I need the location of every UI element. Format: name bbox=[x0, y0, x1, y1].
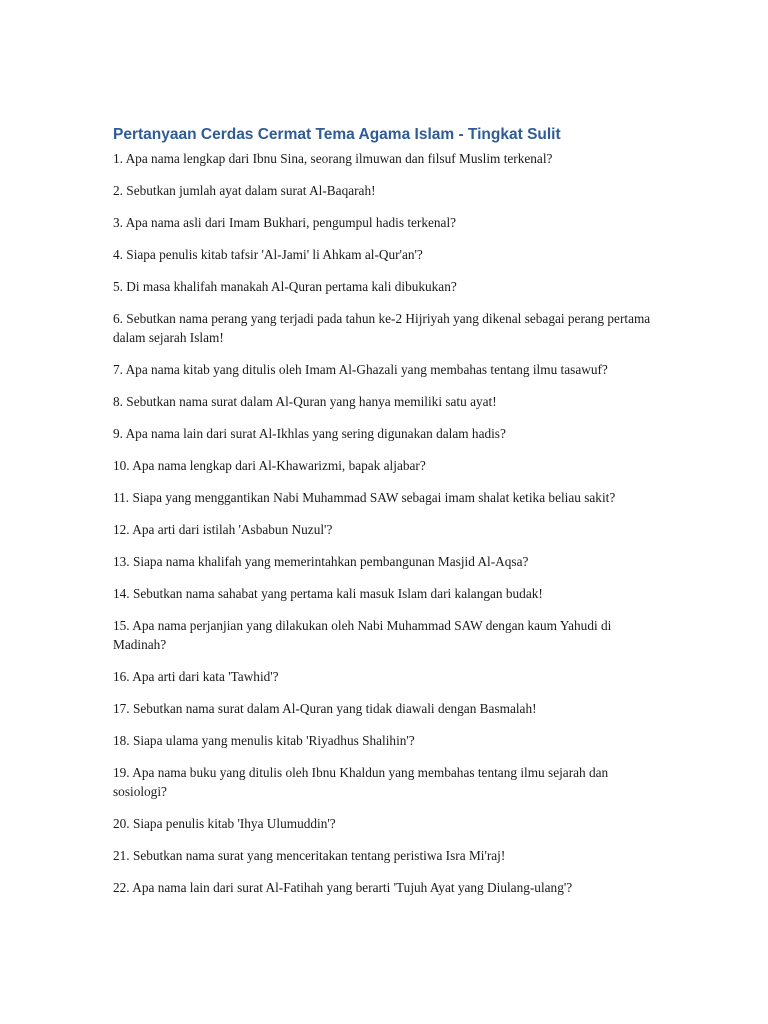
question-item: 12. Apa arti dari istilah 'Asbabun Nuzul'? bbox=[113, 522, 333, 537]
question-item: 22. Apa nama lain dari surat Al-Fatihah yang berarti 'Tujuh Ayat yang Diulang-ulang'? bbox=[113, 880, 573, 895]
question-item: 8. Sebutkan nama surat dalam Al-Quran yang hanya memiliki satu ayat! bbox=[113, 394, 497, 409]
question-item: 4. Siapa penulis kitab tafsir 'Al-Jami' li Ahkam al-Qur'an'? bbox=[113, 247, 423, 262]
question-item: 7. Apa nama kitab yang ditulis oleh Imam Al-Ghazali yang membahas tentang ilmu tasawuf? bbox=[113, 362, 608, 377]
question-item: 20. Siapa penulis kitab 'Ihya Ulumuddin'? bbox=[113, 816, 336, 831]
question-item: 14. Sebutkan nama sahabat yang pertama kali masuk Islam dari kalangan budak! bbox=[113, 586, 543, 601]
question-list bbox=[113, 149, 661, 910]
question-item: 10. Apa nama lengkap dari Al-Khawarizmi, bapak aljabar? bbox=[113, 458, 426, 473]
question-item: 11. Siapa yang menggantikan Nabi Muhammad SAW sebagai imam shalat ketika beliau sakit? bbox=[113, 490, 616, 505]
question-item: 9. Apa nama lain dari surat Al-Ikhlas yang sering digunakan dalam hadis? bbox=[113, 426, 506, 441]
question-item: 13. Siapa nama khalifah yang memerintahkan pembangunan Masjid Al-Aqsa? bbox=[113, 554, 529, 569]
question-item: 5. Di masa khalifah manakah Al-Quran pertama kali dibukukan? bbox=[113, 279, 457, 294]
question-item: 6. Sebutkan nama perang yang terjadi pada tahun ke-2 Hijriyah yang dikenal sebagai perang pertama dalam sejarah Islam! bbox=[113, 311, 651, 345]
question-item: 16. Apa arti dari kata 'Tawhid'? bbox=[113, 669, 279, 684]
question-item: 18. Siapa ulama yang menulis kitab 'Riyadhus Shalihin'? bbox=[113, 733, 415, 748]
document-title: Pertanyaan Cerdas Cermat Tema Agama Islam - Tingkat Sulit bbox=[113, 126, 561, 143]
question-item: 1. Apa nama lengkap dari Ibnu Sina, seorang ilmuwan dan filsuf Muslim terkenal? bbox=[113, 151, 553, 166]
question-item: 2. Sebutkan jumlah ayat dalam surat Al-Baqarah! bbox=[113, 183, 376, 198]
question-item: 3. Apa nama asli dari Imam Bukhari, pengumpul hadis terkenal? bbox=[113, 215, 457, 230]
question-item: 17. Sebutkan nama surat dalam Al-Quran yang tidak diawali dengan Basmalah! bbox=[113, 701, 537, 716]
question-item: 15. Apa nama perjanjian yang dilakukan oleh Nabi Muhammad SAW dengan kaum Yahudi di Madinah? bbox=[113, 618, 612, 652]
question-item: 21. Sebutkan nama surat yang menceritakan tentang peristiwa Isra Mi'raj! bbox=[113, 848, 506, 863]
question-item: 19. Apa nama buku yang ditulis oleh Ibnu Khaldun yang membahas tentang ilmu sejarah dan sosiologi? bbox=[113, 765, 609, 799]
